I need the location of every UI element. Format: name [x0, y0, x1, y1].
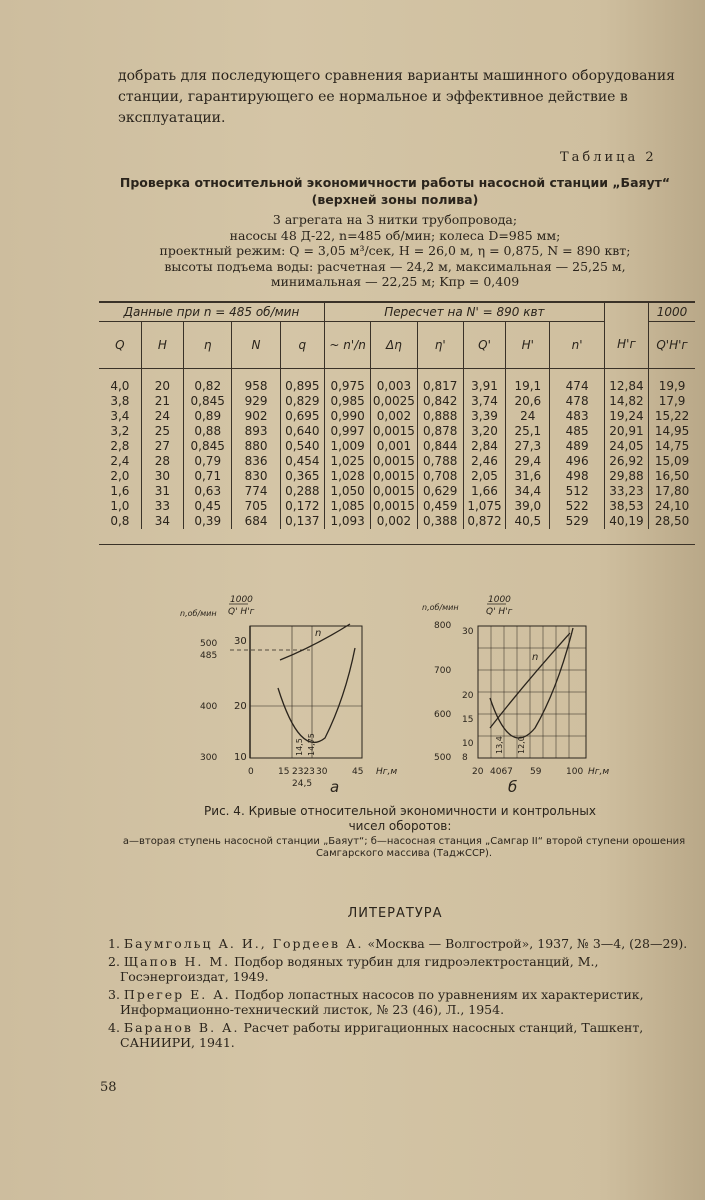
table-cell: 0,708	[417, 469, 463, 484]
graph-b-n-tick: 500	[434, 753, 452, 763]
reference-number: 4.	[108, 1020, 120, 1035]
table-cell: 0,45	[184, 499, 232, 514]
reference-number: 3.	[108, 987, 120, 1002]
table-cell: 0,888	[417, 409, 463, 424]
table-cell: 39,0	[506, 499, 550, 514]
table-cell: 38,53	[604, 499, 648, 514]
table-cell: 40,19	[604, 514, 648, 529]
graph-a-x-tick: 30	[316, 767, 328, 777]
table-cell: 0,695	[280, 409, 324, 424]
table-row	[99, 499, 695, 514]
graph-b-x-unit: Hг,м	[588, 767, 610, 777]
table-cell: 0,002	[371, 409, 417, 424]
caption-legend: а—вторая ступень насосной станции „Баяут“; б—насосная станция „Самгар II“ второй ступени орошения Самгарского массива (ТаджССР).	[122, 836, 686, 859]
graph-a-economy-curve	[278, 648, 355, 742]
table-cell: 836	[232, 454, 280, 469]
table-cell: 31,6	[506, 469, 550, 484]
table-cell: 0,0015	[371, 469, 417, 484]
table-row	[99, 369, 695, 395]
table-row	[99, 484, 695, 499]
table-cell: 31	[141, 484, 183, 499]
table-cell: 24,05	[604, 439, 648, 454]
table-cell: 1,075	[463, 499, 505, 514]
table-cell: 893	[232, 424, 280, 439]
table-cell: 14,82	[604, 394, 648, 409]
table-cell: 0,990	[324, 409, 370, 424]
graph-a-n-tick: 300	[200, 753, 218, 763]
table-cell: 0,137	[280, 514, 324, 529]
table-cell: 1,66	[463, 484, 505, 499]
graph-a-x-tick: 15	[278, 767, 290, 777]
graph-b-x-tick: 100	[566, 767, 584, 777]
table-cell: 0,817	[417, 369, 463, 395]
table-cell: 0,788	[417, 454, 463, 469]
data-table	[99, 303, 695, 529]
table-cell: 15,22	[649, 409, 695, 424]
graph-b-vlabel: 13,4	[495, 736, 504, 754]
graph-a-left-unit: n,об/мин	[180, 609, 217, 618]
table-cell: 496	[550, 454, 604, 469]
graph-a-vlabel: 14,5	[295, 738, 304, 756]
graph-b-vlabel: 12,0	[517, 736, 526, 754]
figure-caption	[100, 804, 700, 834]
reference-author: Щапов Н. М.	[123, 954, 231, 969]
graph-b-x-tick: 4067	[490, 767, 513, 777]
table-row	[99, 409, 695, 424]
group-last-header: 1000	[649, 303, 695, 322]
table-cell: 522	[550, 499, 604, 514]
table-cell: 3,91	[463, 369, 505, 395]
table-cell: 17,9	[649, 394, 695, 409]
graph-b-left-unit: n,об/мин	[422, 603, 459, 612]
table-cell: 20,91	[604, 424, 648, 439]
table-cell: 1,028	[324, 469, 370, 484]
table-cell: 0,0015	[371, 424, 417, 439]
table-cell: 1,050	[324, 484, 370, 499]
table-cell: 3,74	[463, 394, 505, 409]
table-cell: 2,46	[463, 454, 505, 469]
table-cell: 3,4	[110, 409, 130, 423]
reference-item	[108, 954, 698, 984]
graph-a-v-tick: 30	[234, 636, 247, 647]
column-header: Q	[99, 322, 141, 369]
table-cell: 24,10	[649, 499, 695, 514]
table-cell: 0,365	[280, 469, 324, 484]
graph-b-top-label2: Q' H'г	[486, 607, 513, 617]
table-cell: 29,88	[604, 469, 648, 484]
table-cell: 485	[550, 424, 604, 439]
table-title	[100, 174, 690, 208]
table-cell: 0,288	[280, 484, 324, 499]
graph-b-n-tick: 600	[434, 710, 452, 720]
caption-line1: Рис. 4. Кривые относительной экономичности и контрольных	[204, 804, 596, 818]
table-cell: 25,1	[506, 424, 550, 439]
table-cell: 16,50	[649, 469, 695, 484]
table-cell: 0,454	[280, 454, 324, 469]
graph-a-n-tick: 485	[200, 651, 218, 661]
table-cell: 483	[550, 409, 604, 424]
table-cell: 34	[141, 514, 183, 529]
table-group-header	[99, 303, 695, 322]
reference-text: «Москва — Волгострой», 1937, № 3—4, (28—29).	[367, 936, 688, 951]
column-header: H	[141, 322, 183, 369]
graph-a-x-extra: 24,5	[292, 779, 313, 789]
graph-b-curve-label: n	[532, 652, 539, 663]
reference-text: Подбор водяных турбин для гидроэлектростанций, М., Госэнергоиздат, 1949.	[120, 954, 599, 984]
column-header: H'	[506, 322, 550, 369]
graph-b-letter: б	[508, 778, 518, 796]
caption-line2: чисел оборотов:	[348, 819, 452, 833]
graph-b-v-tick: 8	[462, 753, 468, 763]
column-header: ~ n'/n	[324, 322, 370, 369]
table-cell: 512	[550, 484, 604, 499]
table-cell: 929	[232, 394, 280, 409]
table-cell: 2,0	[110, 469, 130, 483]
table-cell: 2,84	[463, 439, 505, 454]
column-header: Q'H'г	[649, 322, 695, 369]
figure-4	[180, 588, 630, 798]
table-title-line2: (верхней зоны полива)	[311, 192, 479, 207]
table-cell: 0,0015	[371, 484, 417, 499]
table-cell: 19,1	[506, 369, 550, 395]
column-header: η	[184, 322, 232, 369]
table-cell: 34,4	[506, 484, 550, 499]
table-bottom-rule	[99, 544, 695, 545]
graph-a-vlabel: 14,75	[307, 733, 316, 756]
graph-b-v-tick: 10	[462, 739, 474, 749]
graph-a-x-tick: 45	[352, 767, 364, 777]
table-cell: 0,540	[280, 439, 324, 454]
table-cell: 33	[141, 499, 183, 514]
table-cell: 17,80	[649, 484, 695, 499]
table-cell: 0,829	[280, 394, 324, 409]
table-title-line1: Проверка относительной экономичности работы насосной станции „Баяут“	[119, 175, 671, 190]
table-cell: 1,009	[324, 439, 370, 454]
graph-a-x-tick: 0	[248, 767, 254, 777]
table-cell: 0,001	[371, 439, 417, 454]
table-row	[99, 424, 695, 439]
graph-a-curve-label: n	[315, 628, 322, 639]
subtitle-line: высоты подъема воды: расчетная — 24,2 м, максимальная — 25,25 м,	[164, 258, 626, 274]
table-cell: 1,085	[324, 499, 370, 514]
table-cell: 15,09	[649, 454, 695, 469]
graph-b-top-label: 1000	[488, 595, 511, 605]
table-cell: 1,093	[324, 514, 370, 529]
table-cell: 0,002	[371, 514, 417, 529]
table-cell: 0,845	[184, 394, 232, 409]
table-row	[99, 469, 695, 484]
table-cell: 0,82	[184, 369, 232, 395]
graph-b-n-tick: 800	[434, 621, 452, 631]
table-cell: 4,0	[110, 379, 130, 393]
graph-a	[180, 595, 397, 796]
table-cell: 0,975	[324, 369, 370, 395]
column-header: η'	[417, 322, 463, 369]
table-cell: 0,0015	[371, 454, 417, 469]
table-cell: 21	[141, 394, 183, 409]
table-cell: 0,8	[110, 514, 130, 528]
table-cell: 0,844	[417, 439, 463, 454]
table-body	[99, 369, 695, 530]
graph-a-frame	[250, 626, 362, 758]
table-cell: 20,6	[506, 394, 550, 409]
table-cell: 529	[550, 514, 604, 529]
reference-item	[108, 987, 698, 1017]
table-cell: 830	[232, 469, 280, 484]
graph-a-top-label: 1000	[230, 595, 253, 605]
graph-b-x-tick: 20	[472, 767, 484, 777]
table-cell: 489	[550, 439, 604, 454]
table-cell: 1,6	[110, 484, 130, 498]
intro-paragraph: добрать для последующего сравнения варианты машинного оборудования станции, гарантирующего ее нормальное и эффективное действие в эксплуатации.	[118, 68, 676, 126]
table-cell: 1,025	[324, 454, 370, 469]
table-cell: 474	[550, 369, 604, 395]
table-cell: 0,640	[280, 424, 324, 439]
reference-text: Расчет работы ирригационных насосных станций, Ташкент, САНИИРИ, 1941.	[120, 1020, 644, 1050]
graph-b-v-tick: 30	[462, 627, 474, 637]
graph-a-x-unit: Hг,м	[376, 767, 398, 777]
reference-number: 1.	[108, 936, 120, 951]
table-row	[99, 514, 695, 529]
group-right-header: Пересчет на N' = 890 квт	[324, 303, 604, 322]
graph-a-n-tick: 400	[200, 702, 218, 712]
reference-text: Подбор лопастных насосов по уравнениям их характеристик, Информационно-технический листок, № 23 (46), Л., 1954.	[120, 987, 644, 1017]
table-cell: 0,459	[417, 499, 463, 514]
table-cell: 498	[550, 469, 604, 484]
table-cell: 20	[141, 369, 183, 395]
table-cell: 19,9	[649, 369, 695, 395]
table-cell: 3,20	[463, 424, 505, 439]
subtitle-line: насосы 48 Д-22, n=485 об/мин; колеса D=985 мм;	[229, 227, 561, 243]
table-cell: 0,997	[324, 424, 370, 439]
table-number: Таблица 2	[560, 150, 657, 165]
table-cell: 958	[232, 369, 280, 395]
table-cell: 3,8	[110, 394, 130, 408]
graph-b	[422, 595, 609, 796]
table-cell: 12,84	[604, 369, 648, 395]
table-cell: 30	[141, 469, 183, 484]
table-cell: 774	[232, 484, 280, 499]
reference-item	[108, 1020, 698, 1050]
reference-author: Баумгольц А. И., Гордеев А.	[123, 936, 364, 951]
group-left-header: Данные при n = 485 об/мин	[99, 303, 324, 322]
column-header: Δη	[371, 322, 417, 369]
subtitle-line: проектный режим: Q = 3,05 м³/сек, H = 26,0 м, η = 0,875, N = 890 квт;	[159, 243, 631, 258]
graph-b-v-tick: 15	[462, 715, 474, 725]
table-cell: 29,4	[506, 454, 550, 469]
column-header: Q'	[463, 322, 505, 369]
table-cell: 14,75	[649, 439, 695, 454]
graph-a-v-tick: 10	[234, 752, 247, 763]
table-cell: 0,629	[417, 484, 463, 499]
reference-author: Прегер Е. А.	[123, 987, 231, 1002]
page-number: 58	[100, 1080, 117, 1095]
table-row	[99, 394, 695, 409]
table-cell: 0,842	[417, 394, 463, 409]
table-cell: 880	[232, 439, 280, 454]
table-cell: 0,63	[184, 484, 232, 499]
column-header: q	[280, 322, 324, 369]
table-cell: 0,71	[184, 469, 232, 484]
table-cell: 2,4	[110, 454, 130, 468]
table-cell: 0,878	[417, 424, 463, 439]
table-cell: 27	[141, 439, 183, 454]
table-row	[99, 454, 695, 469]
table-cell: 19,24	[604, 409, 648, 424]
graph-a-top-label2: Q' H'г	[228, 607, 255, 617]
graph-a-letter: а	[330, 778, 340, 796]
graph-b-x-tick: 59	[530, 767, 542, 777]
table-subtitle	[100, 212, 690, 290]
literature-heading: ЛИТЕРАТУРА	[347, 906, 443, 921]
reference-list	[108, 936, 698, 1053]
table-cell: 0,172	[280, 499, 324, 514]
graph-a-x-tick: 2323	[292, 767, 315, 777]
table-cell: 0,388	[417, 514, 463, 529]
table-column-header-row	[99, 322, 695, 369]
subtitle-line: 3 агрегата на 3 нитки трубопровода;	[272, 212, 518, 227]
graph-a-n-tick: 500	[200, 639, 218, 649]
table-cell: 25	[141, 424, 183, 439]
table-cell: 0,872	[463, 514, 505, 529]
table-cell: 1,0	[110, 499, 130, 513]
table-cell: 2,8	[110, 439, 130, 453]
graph-b-v-tick: 20	[462, 691, 474, 701]
table-cell: 705	[232, 499, 280, 514]
table-cell: 26,92	[604, 454, 648, 469]
table-cell: 478	[550, 394, 604, 409]
table-cell: 0,895	[280, 369, 324, 395]
table-row	[99, 439, 695, 454]
table-cell: 14,95	[649, 424, 695, 439]
column-header: H'г	[604, 322, 648, 369]
table-cell: 902	[232, 409, 280, 424]
reference-item	[108, 936, 698, 951]
table-cell: 0,79	[184, 454, 232, 469]
table-cell: 2,05	[463, 469, 505, 484]
table-cell: 3,39	[463, 409, 505, 424]
table-cell: 33,23	[604, 484, 648, 499]
table-cell: 27,3	[506, 439, 550, 454]
table-cell: 24	[141, 409, 183, 424]
table-cell: 0,0015	[371, 499, 417, 514]
column-header: n'	[550, 322, 604, 369]
table-cell: 3,2	[110, 424, 130, 438]
table-cell: 684	[232, 514, 280, 529]
reference-number: 2.	[108, 954, 120, 969]
table-cell: 0,003	[371, 369, 417, 395]
table-cell: 24	[506, 409, 550, 424]
group-empty-cell	[604, 303, 648, 322]
table-cell: 28,50	[649, 514, 695, 529]
table-cell: 0,89	[184, 409, 232, 424]
graph-b-n-tick: 700	[434, 666, 452, 676]
table-cell: 0,88	[184, 424, 232, 439]
table-cell: 0,985	[324, 394, 370, 409]
table-cell: 28	[141, 454, 183, 469]
table-cell: 40,5	[506, 514, 550, 529]
graph-a-v-tick: 20	[234, 701, 247, 712]
table-cell: 0,845	[184, 439, 232, 454]
subtitle-line: минимальная — 22,25 м; Kпр = 0,409	[270, 274, 520, 289]
table-cell: 0,0025	[371, 394, 417, 409]
reference-author: Баранов В. А.	[123, 1020, 240, 1035]
column-header: N	[232, 322, 280, 369]
table-cell: 0,39	[184, 514, 232, 529]
